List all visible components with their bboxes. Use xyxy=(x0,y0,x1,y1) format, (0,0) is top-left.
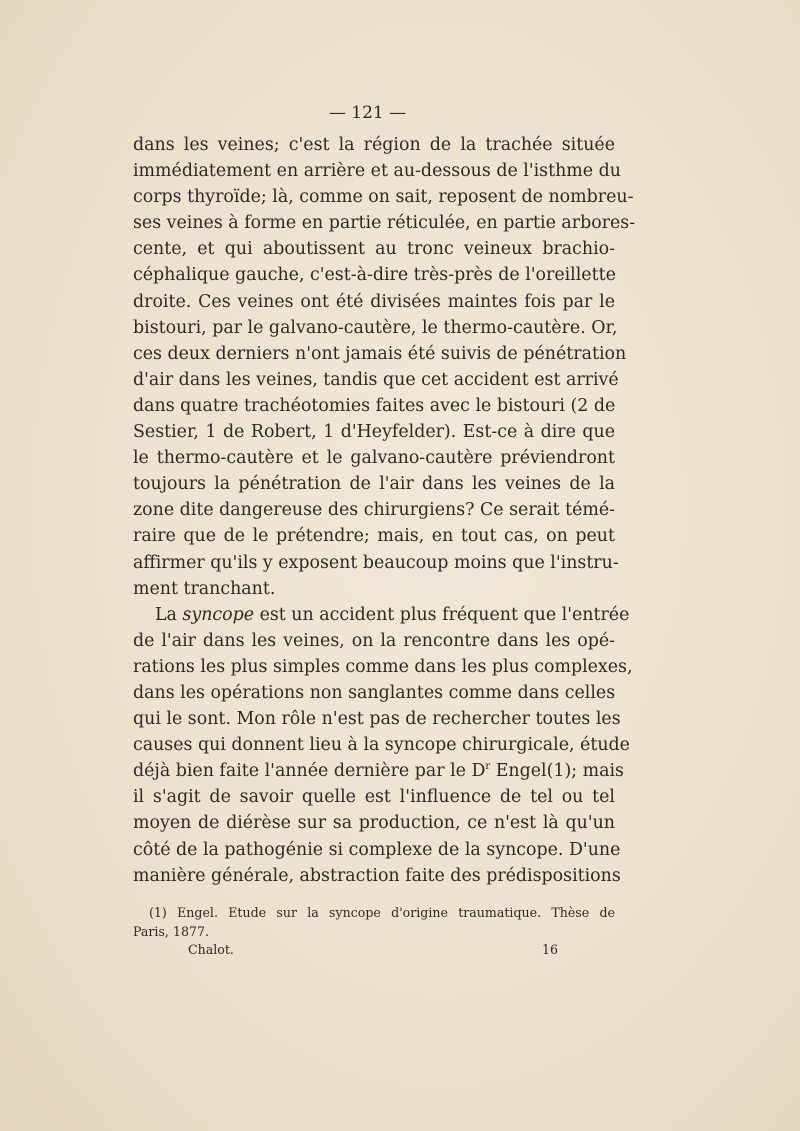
text-line: immédiatement en arrière et au-dessous de l'isthme du xyxy=(133,161,621,182)
text-line: ment tranchant. xyxy=(133,578,276,599)
text-line: dans les opérations non sanglantes comme dans celles xyxy=(133,682,616,703)
text-line: droite. Ces veines ont été divisées maintes fois par le xyxy=(133,291,615,312)
text-line: dans quatre trachéotomies faites avec le bistouri (2 de xyxy=(133,395,616,416)
footnote xyxy=(133,903,615,941)
text-line: toujours la pénétration de l'air dans les veines de la xyxy=(133,474,615,495)
text-fragment: Engel(1); mais xyxy=(490,761,624,782)
signature-author: Chalot. xyxy=(188,942,234,957)
body-text xyxy=(133,132,636,889)
text-line: de l'air dans les veines, on la rencontre dans les opé- xyxy=(133,630,615,651)
text-line: bistouri, par le galvano-cautère, le thermo-cautère. Or, xyxy=(133,317,618,338)
text-line: moyen de diérèse sur sa production, ce n'est là qu'un xyxy=(133,813,615,834)
text-line: qui le sont. Mon rôle n'est pas de rechercher toutes les xyxy=(133,709,621,730)
paragraph-start-line xyxy=(133,602,630,628)
text-line: cente, et qui aboutissent au tronc veineux brachio- xyxy=(133,239,615,260)
text-line: causes qui donnent lieu à la syncope chirurgicale, étude xyxy=(133,735,630,756)
text-fragment: La xyxy=(155,604,183,625)
text-fragment: est un accident plus fréquent que l'entrée xyxy=(254,604,630,625)
footnote-line: (1) Engel. Etude sur la syncope d'origine traumatique. Thèse de xyxy=(149,905,615,920)
text-line: dans les veines; c'est la région de la trachée située xyxy=(133,135,615,155)
text-line: ses veines à forme en partie réticulée, en partie arbores- xyxy=(133,213,636,234)
text-line: côté de la pathogénie si complexe de la syncope. D'une xyxy=(133,839,621,860)
text-line-with-reference xyxy=(133,758,624,784)
text-line: manière générale, abstraction faite des prédispositions xyxy=(133,865,621,886)
text-line: corps thyroïde; là, comme on sait, reposent de nombreu- xyxy=(133,187,634,208)
text-line: d'air dans les veines, tandis que cet accident est arrivé xyxy=(133,369,619,390)
text-line: rations les plus simples comme dans les plus complexes, xyxy=(133,656,633,677)
text-line: ces deux derniers n'ont jamais été suivis de pénétration xyxy=(133,343,627,364)
text-line: le thermo-cautère et le galvano-cautère préviendront xyxy=(133,448,615,469)
page-number: — 121 — xyxy=(328,103,407,123)
footnote-line: Paris, 1877. xyxy=(133,924,209,939)
superscript: r xyxy=(485,761,491,773)
text-line: il s'agit de savoir quelle est l'influence de tel ou tel xyxy=(133,787,615,808)
text-line: Sestier, 1 de Robert, 1 d'Heyfelder). Est-ce à dire que xyxy=(133,422,615,443)
text-line: céphalique gauche, c'est-à-dire très-près de l'oreillette xyxy=(133,265,616,286)
italic-term: syncope xyxy=(182,604,255,625)
text-fragment: déjà bien faite l'année dernière par le D xyxy=(133,761,486,782)
signature-number: 16 xyxy=(541,942,558,957)
text-line: raire que de le prétendre; mais, en tout cas, on peut xyxy=(133,526,615,547)
text-line: zone dite dangereuse des chirurgiens? Ce serait témé- xyxy=(133,500,616,521)
text-line: affirmer qu'ils y exposent beaucoup moins que l'instru- xyxy=(133,552,619,573)
